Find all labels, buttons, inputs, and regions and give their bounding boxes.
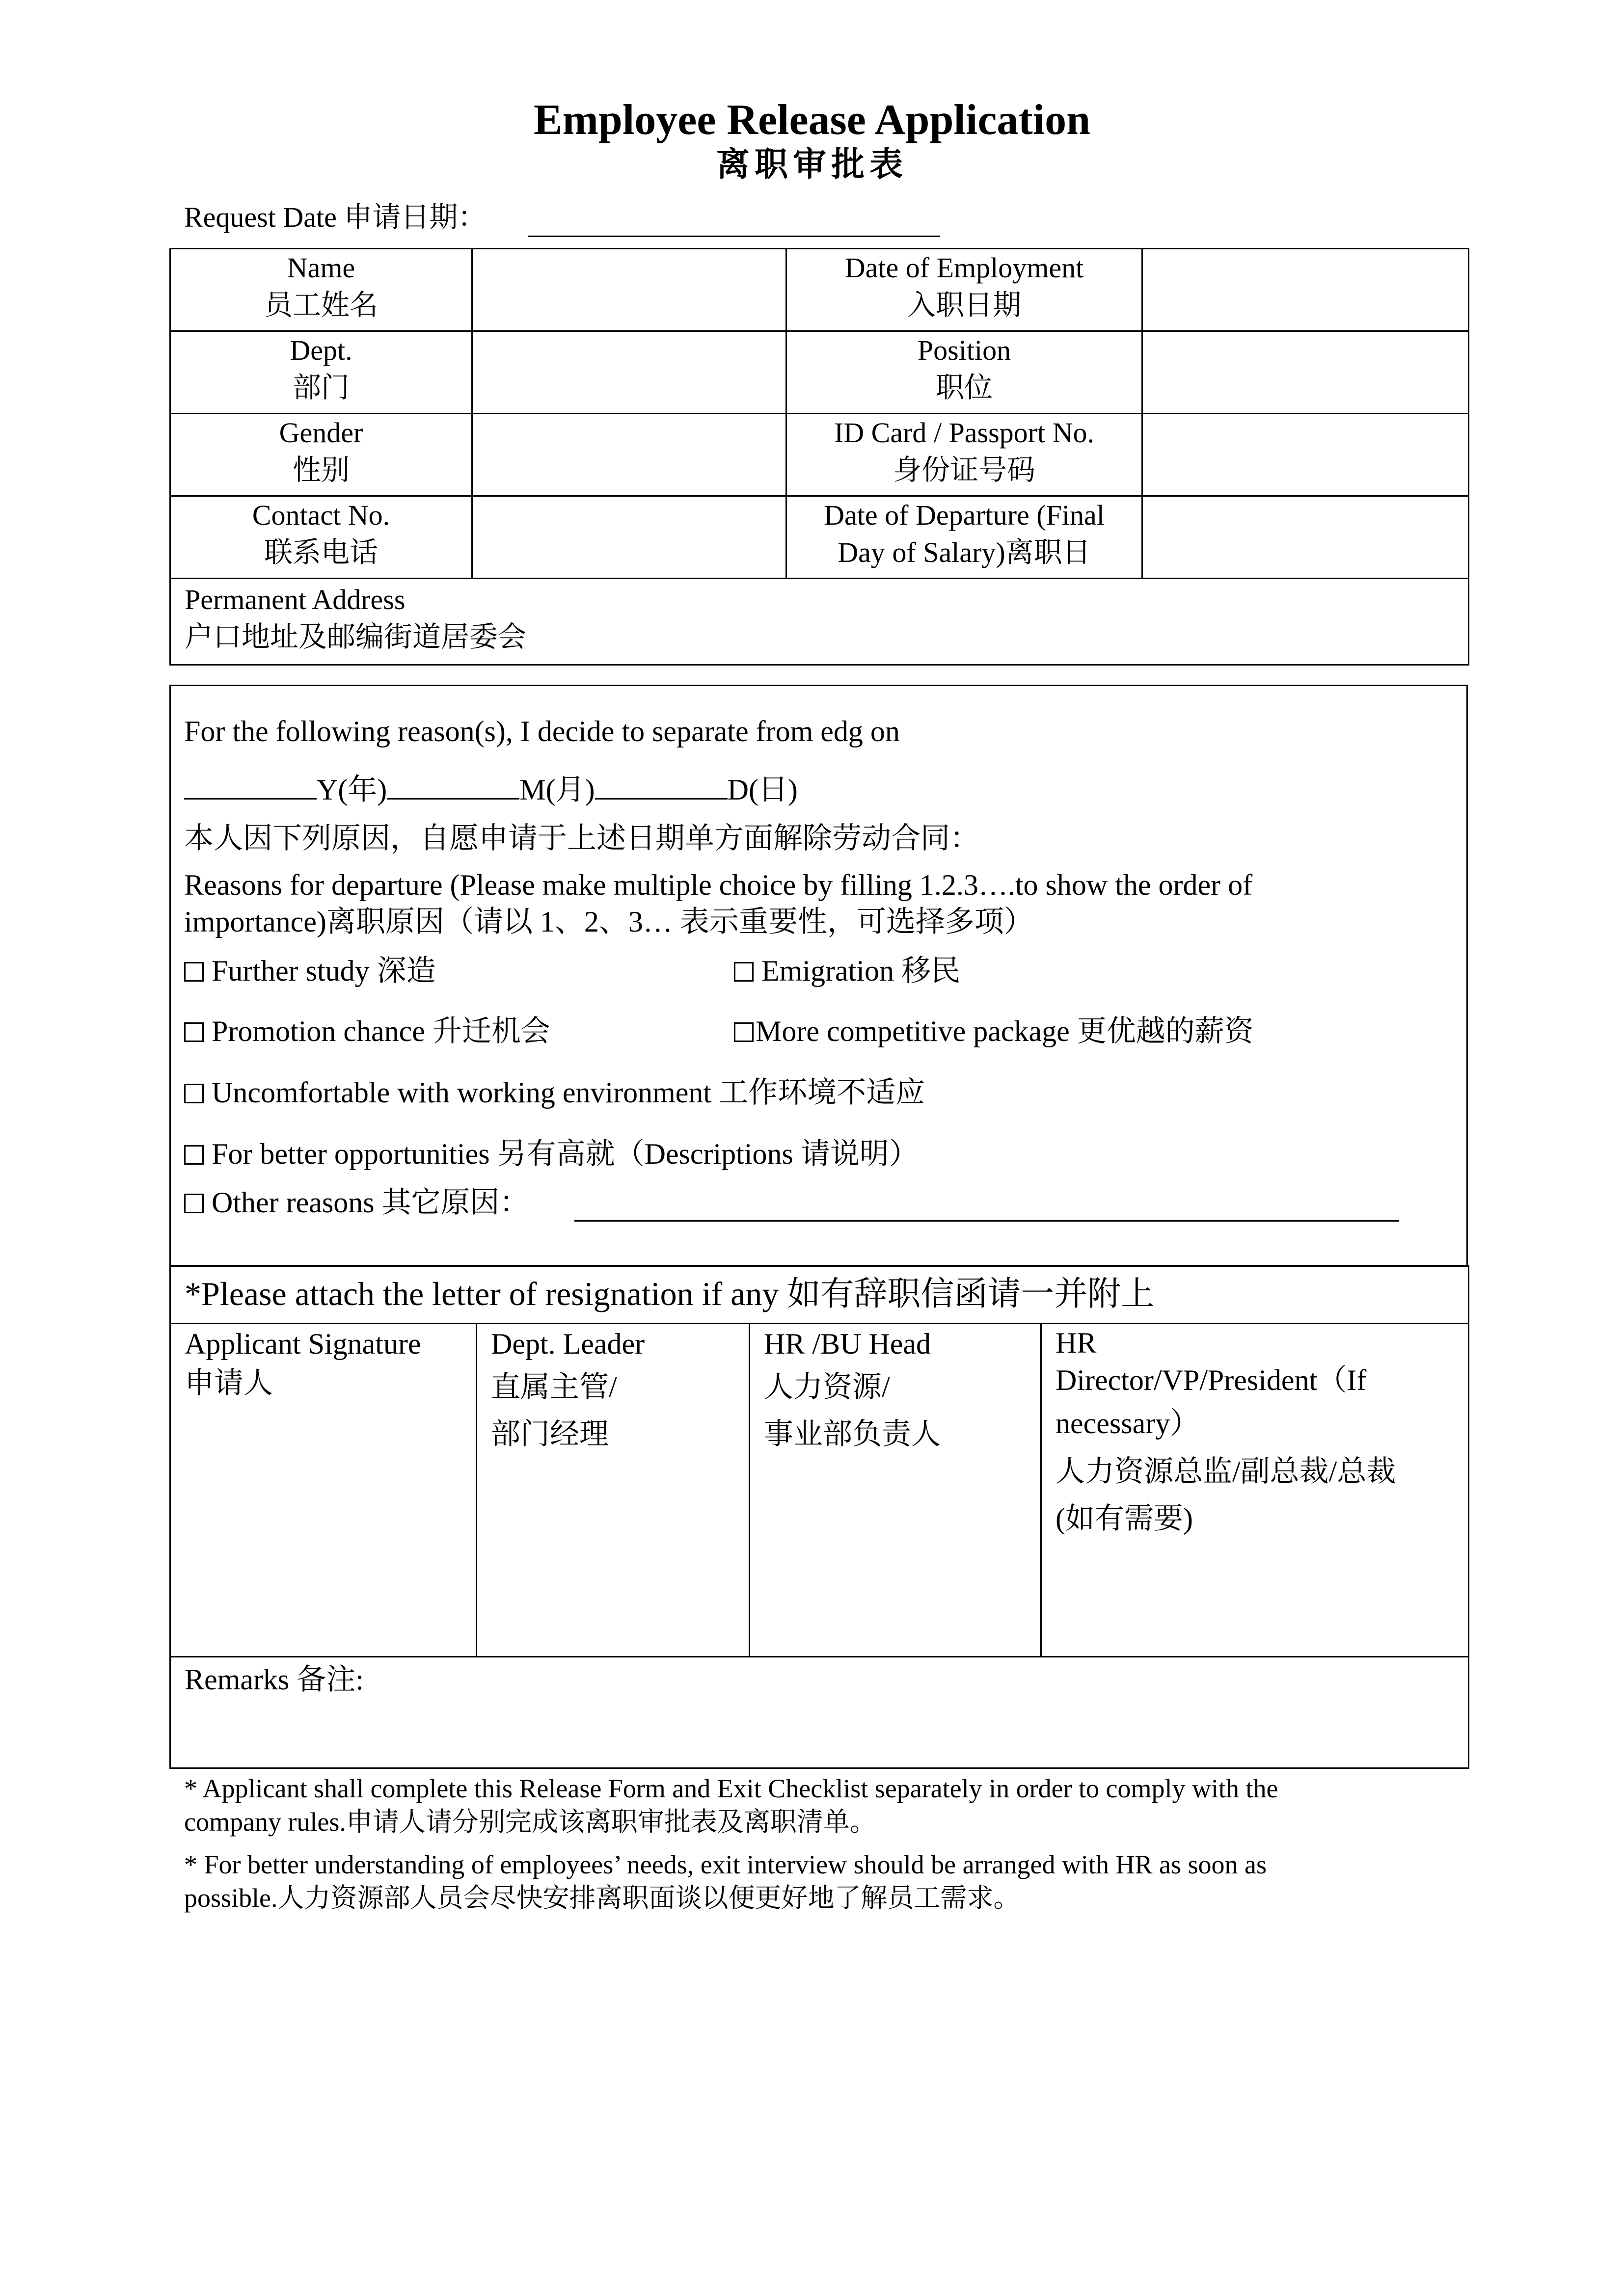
hr-bu-head-signature-field[interactable]: HR /BU Head 人力资源/ 事业部负责人	[750, 1324, 1041, 1657]
name-field[interactable]	[472, 249, 786, 331]
remarks-field[interactable]	[170, 1657, 1469, 1768]
form-subtitle: 离职审批表	[716, 146, 908, 183]
reasons-instruction: Reasons for departure (Please make multiple choice by filling 1.2.3….to show the order of	[184, 869, 1253, 901]
permanent-address-label: Permanent Address	[185, 584, 406, 615]
year-label: Y(年)	[317, 774, 387, 806]
separation-date-line	[184, 769, 798, 808]
option-promotion[interactable]: Promotion chance 升迁机会	[184, 1013, 550, 1050]
departure-date-label: Date of Departure (Final Day of Salary)离职日	[786, 496, 1142, 579]
name-label: Name 员工姓名	[170, 249, 472, 331]
checkbox-icon[interactable]	[734, 1022, 754, 1042]
contact-label: Contact No. 联系电话	[170, 496, 472, 579]
table-row	[170, 249, 1469, 331]
footnote-1: * Applicant shall complete this Release Form and Exit Checklist separately in order to comply with the company rules.申请人请分别完成该离职审批表及离职清单。	[184, 1774, 1278, 1837]
position-label: Position 职位	[786, 331, 1142, 414]
option-other-reasons[interactable]: Other reasons 其它原因：	[184, 1184, 529, 1221]
table-row	[170, 1266, 1469, 1324]
option-emigration[interactable]: Emigration 移民	[734, 952, 960, 989]
employee-info-table	[169, 248, 1469, 666]
reasons-instruction-2: importance)离职原因（请以 1、2、3… 表示重要性，可选择多项）	[184, 906, 1033, 938]
contact-field[interactable]	[472, 496, 786, 579]
day-label: D(日)	[727, 774, 798, 806]
form-title: Employee Release Application	[533, 96, 1091, 144]
checkbox-icon[interactable]	[184, 1145, 204, 1165]
gender-field[interactable]	[472, 414, 786, 496]
reasons-intro: For the following reason(s), I decide to separate from edg on	[184, 715, 900, 748]
dept-field[interactable]	[472, 331, 786, 414]
date-of-employment-field[interactable]	[1142, 249, 1469, 331]
request-date-field[interactable]	[528, 236, 940, 237]
checkbox-icon[interactable]	[184, 1022, 204, 1042]
id-card-label: ID Card / Passport No. 身份证号码	[786, 414, 1142, 496]
permanent-address-field[interactable]	[170, 579, 1469, 665]
checkbox-icon[interactable]	[184, 1084, 204, 1103]
request-date-label: Request Date 申请日期：	[184, 201, 487, 233]
permanent-address-label-zh: 户口地址及邮编街道居委会	[185, 621, 527, 653]
applicant-signature-field[interactable]: Applicant Signature 申请人	[170, 1324, 477, 1657]
table-row	[170, 1657, 1469, 1768]
date-of-employment-label: Date of Employment 入职日期	[786, 249, 1142, 331]
day-field[interactable]	[595, 769, 728, 800]
checkbox-icon[interactable]	[734, 962, 754, 982]
gender-label: Gender 性别	[170, 414, 472, 496]
reasons-intro-zh: 本人因下列原因，自愿申请于上述日期单方面解除劳动合同：	[184, 822, 979, 854]
dept-leader-signature-field[interactable]: Dept. Leader 直属主管/ 部门经理	[477, 1324, 750, 1657]
year-field[interactable]	[184, 769, 317, 800]
departure-date-field[interactable]	[1142, 496, 1469, 579]
option-working-environment[interactable]: Uncomfortable with working environment 工作环境不适应	[184, 1074, 925, 1111]
table-row	[170, 1324, 1469, 1657]
table-row	[170, 414, 1469, 496]
checkbox-icon[interactable]	[184, 962, 204, 982]
table-row	[170, 331, 1469, 414]
table-row	[170, 496, 1469, 579]
signature-table	[169, 1265, 1469, 1769]
option-better-opportunities[interactable]: For better opportunities 另有高就（Descriptions 请说明）	[184, 1135, 919, 1173]
dept-label: Dept. 部门	[170, 331, 472, 414]
option-further-study[interactable]: Further study 深造	[184, 952, 436, 989]
attach-letter-note: *Please attach the letter of resignation if any 如有辞职信函请一并附上	[170, 1266, 1469, 1324]
other-reasons-field[interactable]	[574, 1220, 1399, 1222]
position-field[interactable]	[1142, 331, 1469, 414]
remarks-label: Remarks 备注:	[185, 1663, 364, 1696]
month-label: M(月)	[519, 774, 595, 806]
hr-director-signature-field[interactable]: HR Director/VP/President（If necessary） 人力资源总监/副总裁/总裁 (如有需要)	[1041, 1324, 1469, 1657]
id-card-field[interactable]	[1142, 414, 1469, 496]
option-competitive-package[interactable]: More competitive package 更优越的薪资	[734, 1013, 1254, 1050]
month-field[interactable]	[387, 769, 519, 800]
footnote-2: * For better understanding of employees’ needs, exit interview should be arranged with HR as soon as possible.人力资源部人员会尽快安排离职面谈以便更好地了解员工需求。	[184, 1850, 1267, 1913]
checkbox-icon[interactable]	[184, 1194, 204, 1213]
table-row	[170, 579, 1469, 665]
